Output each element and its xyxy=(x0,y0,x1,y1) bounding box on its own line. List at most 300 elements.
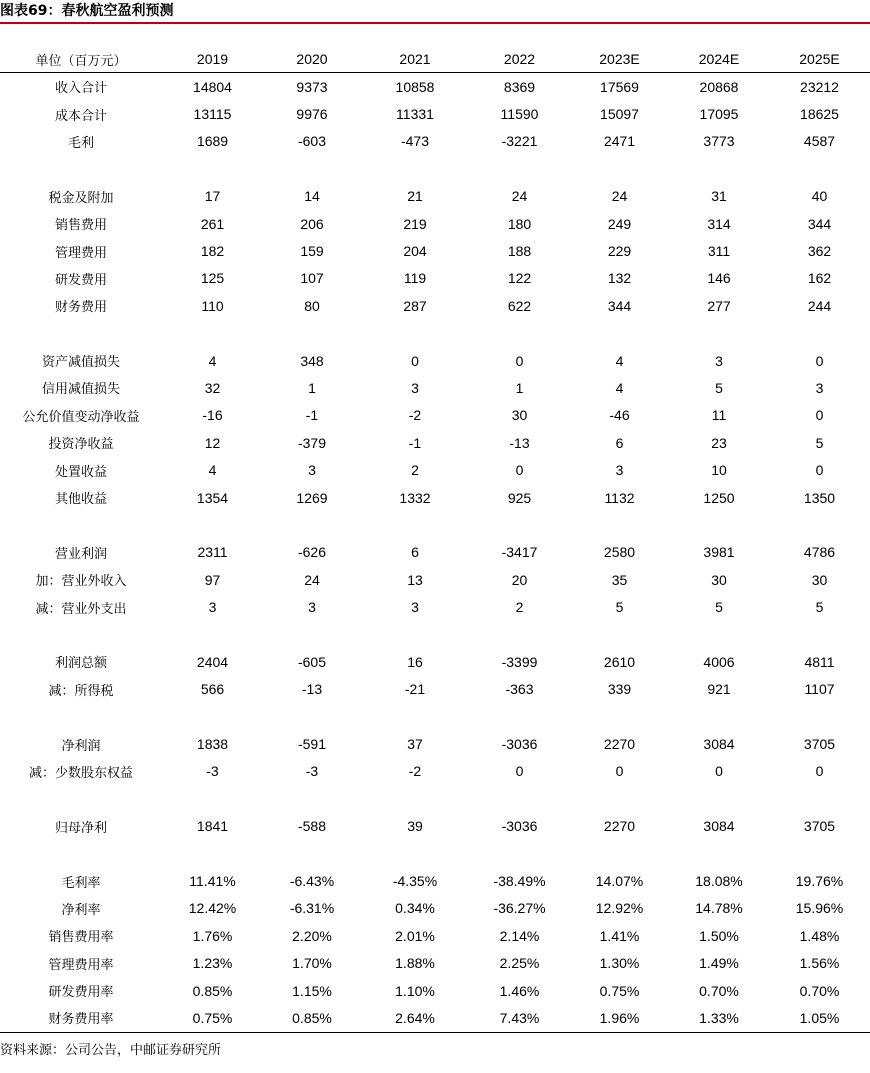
cell-value xyxy=(162,785,263,812)
cell-value: 4786 xyxy=(803,544,836,561)
cell-value: 1354 xyxy=(196,489,229,506)
cell-value xyxy=(162,511,263,538)
cell-value: 362 xyxy=(807,243,832,260)
cell-value: 0 xyxy=(411,352,419,369)
cell-value: 0 xyxy=(815,462,824,479)
cell-value: 0.34% xyxy=(395,900,435,917)
unit-header: 单位（百万元） xyxy=(0,46,162,73)
cell-value: 30 xyxy=(711,571,727,588)
row-label: 毛利 xyxy=(67,135,94,151)
table-row xyxy=(0,128,870,155)
cell-value: 1.96% xyxy=(570,1004,669,1032)
cell-value: -21 xyxy=(404,681,426,698)
table-row xyxy=(0,374,870,401)
cell-value: -473 xyxy=(400,133,430,150)
cell-value: 1350 xyxy=(803,489,836,506)
cell-value xyxy=(570,155,669,182)
cell-value: 5 xyxy=(815,599,824,616)
cell-value: 5 xyxy=(815,434,824,451)
cell-value: 566 xyxy=(200,681,225,698)
cell-value: 1269 xyxy=(296,489,328,506)
cell-value: 1.50% xyxy=(699,927,739,944)
table-row xyxy=(0,922,870,949)
cell-value: 1332 xyxy=(399,489,431,506)
cell-value: 0 xyxy=(515,352,524,369)
cell-value: 11331 xyxy=(396,106,434,123)
row-label: 减：所得税 xyxy=(48,683,114,699)
cell-value xyxy=(469,155,570,182)
cell-value xyxy=(361,621,469,648)
cell-value: 1.56% xyxy=(799,955,840,972)
cell-value: -626 xyxy=(297,544,327,561)
cell-value: 125 xyxy=(200,270,225,287)
cell-value xyxy=(769,155,870,182)
cell-value xyxy=(769,703,870,730)
row-label: 成本合计 xyxy=(54,108,107,124)
cell-value: -379 xyxy=(297,434,327,451)
cell-value xyxy=(263,320,361,347)
row-label: 税金及附加 xyxy=(48,190,114,206)
cell-value: 2580 xyxy=(603,544,636,561)
figure-title: 图表69：春秋航空盈利预测 xyxy=(0,3,174,19)
cell-value: -6.31% xyxy=(289,900,335,917)
cell-value: 162 xyxy=(807,270,832,287)
cell-value: -16 xyxy=(202,407,223,424)
cell-value: 2311 xyxy=(197,544,228,561)
year-header: 2021 xyxy=(361,46,469,73)
cell-value: 7.43% xyxy=(469,1004,570,1032)
cell-value: -36.27% xyxy=(493,900,546,917)
table-row xyxy=(0,566,870,593)
cell-value xyxy=(570,785,669,812)
cell-value: 20868 xyxy=(699,78,739,95)
cell-value: 3 xyxy=(615,462,624,479)
cell-value: -588 xyxy=(297,818,327,835)
cell-value: 2.20% xyxy=(292,927,332,944)
cell-value xyxy=(361,840,469,867)
cell-value: 24 xyxy=(511,188,528,205)
row-label: 营业利润 xyxy=(54,546,107,562)
cell-value: 0.70% xyxy=(699,982,739,999)
cell-value: 12.42% xyxy=(188,900,237,917)
cell-value xyxy=(162,320,263,347)
row-label: 其他收益 xyxy=(54,492,107,508)
row-label: 销售费用 xyxy=(54,218,107,234)
cell-value: 622 xyxy=(507,297,532,314)
row-label: 财务费用率 xyxy=(0,1004,162,1032)
cell-value: 1250 xyxy=(703,489,735,506)
cell-value: 3 xyxy=(208,599,217,616)
cell-value: 3084 xyxy=(703,818,735,835)
cell-value: 14.07% xyxy=(595,873,644,890)
cell-value: 3773 xyxy=(703,133,735,150)
year-header: 2019 xyxy=(162,46,263,73)
table-row xyxy=(0,730,870,757)
table-row xyxy=(0,402,870,429)
cell-value: 188 xyxy=(507,243,532,260)
cell-value xyxy=(162,621,263,648)
year-header: 2025E xyxy=(769,46,870,73)
table-row xyxy=(0,347,870,374)
cell-value: 2.25% xyxy=(499,955,540,972)
row-label: 毛利率 xyxy=(61,875,101,891)
cell-value: 107 xyxy=(300,270,324,287)
cell-value: 24 xyxy=(611,188,628,205)
row-label: 信用减值损失 xyxy=(41,382,120,398)
spacer-row xyxy=(0,155,870,182)
year-header: 2020 xyxy=(263,46,361,73)
cell-value xyxy=(361,320,469,347)
cell-value: -3399 xyxy=(501,653,538,670)
cell-value: 261 xyxy=(200,215,225,232)
spacer-row xyxy=(0,785,870,812)
cell-value: -1 xyxy=(305,407,319,424)
cell-value: 12.92% xyxy=(595,900,644,917)
earnings-forecast-table xyxy=(0,46,870,1033)
title-bar xyxy=(0,0,870,24)
row-label xyxy=(0,840,162,867)
cell-value: 18625 xyxy=(800,106,839,123)
cell-value xyxy=(162,703,263,730)
row-label xyxy=(0,785,162,812)
cell-value: 1 xyxy=(515,379,524,396)
cell-value: 4 xyxy=(208,462,217,479)
table-header xyxy=(0,46,870,73)
cell-value: 1.88% xyxy=(395,955,435,972)
cell-value: 4 xyxy=(615,352,624,369)
table-row xyxy=(0,950,870,977)
cell-value: 1.33% xyxy=(669,1004,769,1032)
cell-value xyxy=(669,320,769,347)
table-row xyxy=(0,100,870,127)
cell-value: -3036 xyxy=(501,736,538,753)
cell-value: 5 xyxy=(715,599,723,616)
cell-value: 19.76% xyxy=(795,873,844,890)
row-label: 研发费用率 xyxy=(48,985,114,1001)
cell-value: -13 xyxy=(301,681,323,698)
cell-value xyxy=(469,785,570,812)
cell-value xyxy=(570,320,669,347)
cell-value: 11 xyxy=(711,407,727,424)
spacer-row xyxy=(0,511,870,538)
cell-value: 31 xyxy=(711,188,727,205)
cell-value: 4811 xyxy=(804,653,835,670)
row-label: 公允价值变动净收益 xyxy=(22,409,140,425)
cell-value: 13115 xyxy=(193,106,232,123)
cell-value: 2404 xyxy=(196,653,229,670)
cell-value: 30 xyxy=(811,571,828,588)
cell-value: 311 xyxy=(707,243,731,260)
row-label: 净利润 xyxy=(61,738,101,754)
cell-value xyxy=(669,155,769,182)
table-row xyxy=(0,456,870,483)
cell-value: 24 xyxy=(304,571,320,588)
table-row xyxy=(0,1004,870,1032)
cell-value: 1.70% xyxy=(292,955,332,972)
cell-value: 3705 xyxy=(803,818,836,835)
row-label xyxy=(0,320,162,347)
cell-value xyxy=(570,621,669,648)
cell-value: 20 xyxy=(511,571,528,588)
cell-value: 110 xyxy=(201,297,224,314)
cell-value: 344 xyxy=(807,215,832,232)
cell-value xyxy=(469,320,570,347)
cell-value: 204 xyxy=(403,243,427,260)
cell-value: 2270 xyxy=(603,818,636,835)
cell-value: -3036 xyxy=(501,818,538,835)
cell-value: 3 xyxy=(411,379,419,396)
cell-value: 40 xyxy=(811,188,828,205)
year-header: 2024E xyxy=(669,46,769,73)
cell-value: 1.76% xyxy=(192,927,233,944)
cell-value: 13 xyxy=(407,571,423,588)
cell-value: 314 xyxy=(707,215,731,232)
cell-value: 23 xyxy=(711,434,727,451)
cell-value: 344 xyxy=(607,297,632,314)
cell-value: -13 xyxy=(509,434,530,451)
cell-value: 8369 xyxy=(503,78,536,95)
cell-value: 39 xyxy=(407,818,423,835)
forecast-table-wrap xyxy=(0,46,870,1033)
cell-value: 229 xyxy=(607,243,632,260)
table-row xyxy=(0,237,870,264)
row-label: 资产减值损失 xyxy=(41,355,120,371)
table-row xyxy=(0,895,870,922)
cell-value: 1.30% xyxy=(599,955,640,972)
cell-value xyxy=(669,703,769,730)
cell-value xyxy=(570,703,669,730)
cell-value xyxy=(669,621,769,648)
cell-value: 1.46% xyxy=(499,982,540,999)
cell-value: 1 xyxy=(308,379,316,396)
cell-value xyxy=(263,155,361,182)
table-row xyxy=(0,484,870,511)
spacer-row xyxy=(0,621,870,648)
cell-value: 80 xyxy=(304,297,320,314)
cell-value: 10858 xyxy=(395,78,435,95)
cell-value: 1.49% xyxy=(699,955,739,972)
cell-value: 146 xyxy=(707,270,731,287)
cell-value: 2 xyxy=(411,462,419,479)
table-row xyxy=(0,73,870,101)
cell-value: 1689 xyxy=(196,133,229,150)
row-label xyxy=(0,703,162,730)
cell-value: 4006 xyxy=(703,653,735,670)
row-label: 利润总额 xyxy=(54,656,107,672)
cell-value: 0.75% xyxy=(162,1004,263,1032)
cell-value: 4587 xyxy=(803,133,836,150)
cell-value: 37 xyxy=(407,736,423,753)
cell-value xyxy=(669,511,769,538)
cell-value xyxy=(570,840,669,867)
cell-value: 2610 xyxy=(603,653,636,670)
cell-value: 11590 xyxy=(500,106,539,123)
cell-value: 3705 xyxy=(803,736,836,753)
cell-value: 0.75% xyxy=(599,982,640,999)
row-label: 减：营业外支出 xyxy=(35,601,127,617)
cell-value: 119 xyxy=(403,270,427,287)
cell-value: 3 xyxy=(411,599,419,616)
cell-value xyxy=(361,785,469,812)
cell-value: 180 xyxy=(507,215,532,232)
cell-value: 1.05% xyxy=(769,1004,870,1032)
cell-value: 10 xyxy=(711,462,727,479)
cell-value xyxy=(469,840,570,867)
cell-value: 925 xyxy=(507,489,532,506)
cell-value: -1 xyxy=(408,434,422,451)
row-label xyxy=(0,511,162,538)
cell-value: 18.08% xyxy=(695,873,743,890)
table-row xyxy=(0,292,870,319)
table-body xyxy=(0,73,870,1033)
cell-value xyxy=(162,155,263,182)
cell-value: 14 xyxy=(304,188,320,205)
cell-value xyxy=(769,785,870,812)
cell-value: 1841 xyxy=(196,818,229,835)
row-label xyxy=(0,621,162,648)
cell-value: 0 xyxy=(715,763,723,780)
cell-value: 1.48% xyxy=(799,927,840,944)
cell-value: 30 xyxy=(511,407,528,424)
cell-value: 17095 xyxy=(699,106,739,123)
cell-value: 3 xyxy=(308,599,316,616)
cell-value: 2.64% xyxy=(361,1004,469,1032)
cell-value: 0 xyxy=(615,763,624,780)
cell-value: -591 xyxy=(297,736,327,753)
cell-value: -603 xyxy=(297,133,327,150)
cell-value: 921 xyxy=(707,681,731,698)
cell-value: 12 xyxy=(204,434,221,451)
table-row xyxy=(0,539,870,566)
year-header: 2023E xyxy=(570,46,669,73)
row-label: 处置收益 xyxy=(54,464,107,480)
cell-value: 5 xyxy=(715,379,723,396)
cell-value: 182 xyxy=(200,243,225,260)
table-row xyxy=(0,429,870,456)
cell-value: 2471 xyxy=(603,133,636,150)
cell-value: 4 xyxy=(615,379,624,396)
cell-value xyxy=(361,703,469,730)
table-row xyxy=(0,813,870,840)
cell-value: 0.85% xyxy=(192,982,233,999)
cell-value: 17 xyxy=(204,188,221,205)
cell-value: 3 xyxy=(308,462,316,479)
cell-value xyxy=(769,511,870,538)
cell-value: 14804 xyxy=(193,78,232,95)
year-header: 2022 xyxy=(469,46,570,73)
cell-value: 3 xyxy=(715,352,723,369)
cell-value: 1132 xyxy=(604,489,635,506)
cell-value: 11.41% xyxy=(189,873,236,890)
cell-value: 17569 xyxy=(600,78,639,95)
cell-value: -46 xyxy=(609,407,630,424)
cell-value xyxy=(263,511,361,538)
cell-value xyxy=(263,621,361,648)
cell-value: 3 xyxy=(815,379,824,396)
cell-value xyxy=(263,840,361,867)
cell-value: 2.01% xyxy=(395,927,435,944)
cell-value: -363 xyxy=(505,681,534,698)
table-row xyxy=(0,758,870,785)
cell-value: 21 xyxy=(407,188,423,205)
cell-value xyxy=(361,511,469,538)
cell-value: 277 xyxy=(707,297,731,314)
cell-value: 35 xyxy=(611,571,628,588)
cell-value xyxy=(769,840,870,867)
row-label: 管理费用率 xyxy=(48,957,114,973)
cell-value xyxy=(469,703,570,730)
cell-value: 206 xyxy=(300,215,324,232)
cell-value: 159 xyxy=(300,243,324,260)
cell-value: 3084 xyxy=(703,736,735,753)
cell-value: 249 xyxy=(607,215,632,232)
cell-value: 1.10% xyxy=(395,982,435,999)
cell-value xyxy=(769,320,870,347)
cell-value: 0 xyxy=(515,763,524,780)
row-label: 管理费用 xyxy=(54,245,107,261)
cell-value: 3981 xyxy=(703,544,735,561)
table-row xyxy=(0,265,870,292)
cell-value: -3 xyxy=(206,763,219,780)
cell-value: 16 xyxy=(407,653,423,670)
cell-value: 15.96% xyxy=(795,900,844,917)
cell-value: 23212 xyxy=(800,78,839,95)
row-label: 净利率 xyxy=(61,902,101,918)
table-row xyxy=(0,867,870,894)
cell-value xyxy=(361,155,469,182)
cell-value: 97 xyxy=(204,571,221,588)
cell-value: 0.70% xyxy=(799,982,840,999)
cell-value: 0 xyxy=(815,352,824,369)
cell-value xyxy=(469,511,570,538)
cell-value: 0 xyxy=(815,407,824,424)
cell-value: -38.49% xyxy=(493,873,546,890)
cell-value: -2 xyxy=(408,763,422,780)
cell-value: -3221 xyxy=(501,133,538,150)
cell-value: 32 xyxy=(204,379,221,396)
table-row xyxy=(0,593,870,620)
source-note: 资料来源：公司公告，中邮证券研究所 xyxy=(0,1043,222,1058)
spacer-row xyxy=(0,320,870,347)
cell-value: -2 xyxy=(408,407,422,424)
cell-value: -3 xyxy=(305,763,319,780)
cell-value: 4 xyxy=(208,352,217,369)
cell-value: 1838 xyxy=(196,736,229,753)
row-label: 减：少数股东权益 xyxy=(28,765,133,781)
cell-value xyxy=(669,785,769,812)
cell-value: 2270 xyxy=(603,736,636,753)
table-row xyxy=(0,676,870,703)
cell-value: 15097 xyxy=(600,106,639,123)
cell-value: 348 xyxy=(300,352,324,369)
table-row xyxy=(0,977,870,1004)
cell-value: 1.15% xyxy=(292,982,332,999)
cell-value: 14.78% xyxy=(695,900,743,917)
row-label: 归母净利 xyxy=(54,820,107,836)
cell-value xyxy=(570,511,669,538)
cell-value: 0 xyxy=(815,763,824,780)
row-label: 财务费用 xyxy=(54,300,107,316)
spacer-row xyxy=(0,703,870,730)
cell-value: 0 xyxy=(515,462,524,479)
cell-value xyxy=(769,621,870,648)
cell-value: 219 xyxy=(403,215,427,232)
cell-value: 9976 xyxy=(296,106,328,123)
table-row xyxy=(0,183,870,210)
cell-value: 5 xyxy=(615,599,624,616)
cell-value: 6 xyxy=(615,434,624,451)
cell-value: 1107 xyxy=(804,681,835,698)
